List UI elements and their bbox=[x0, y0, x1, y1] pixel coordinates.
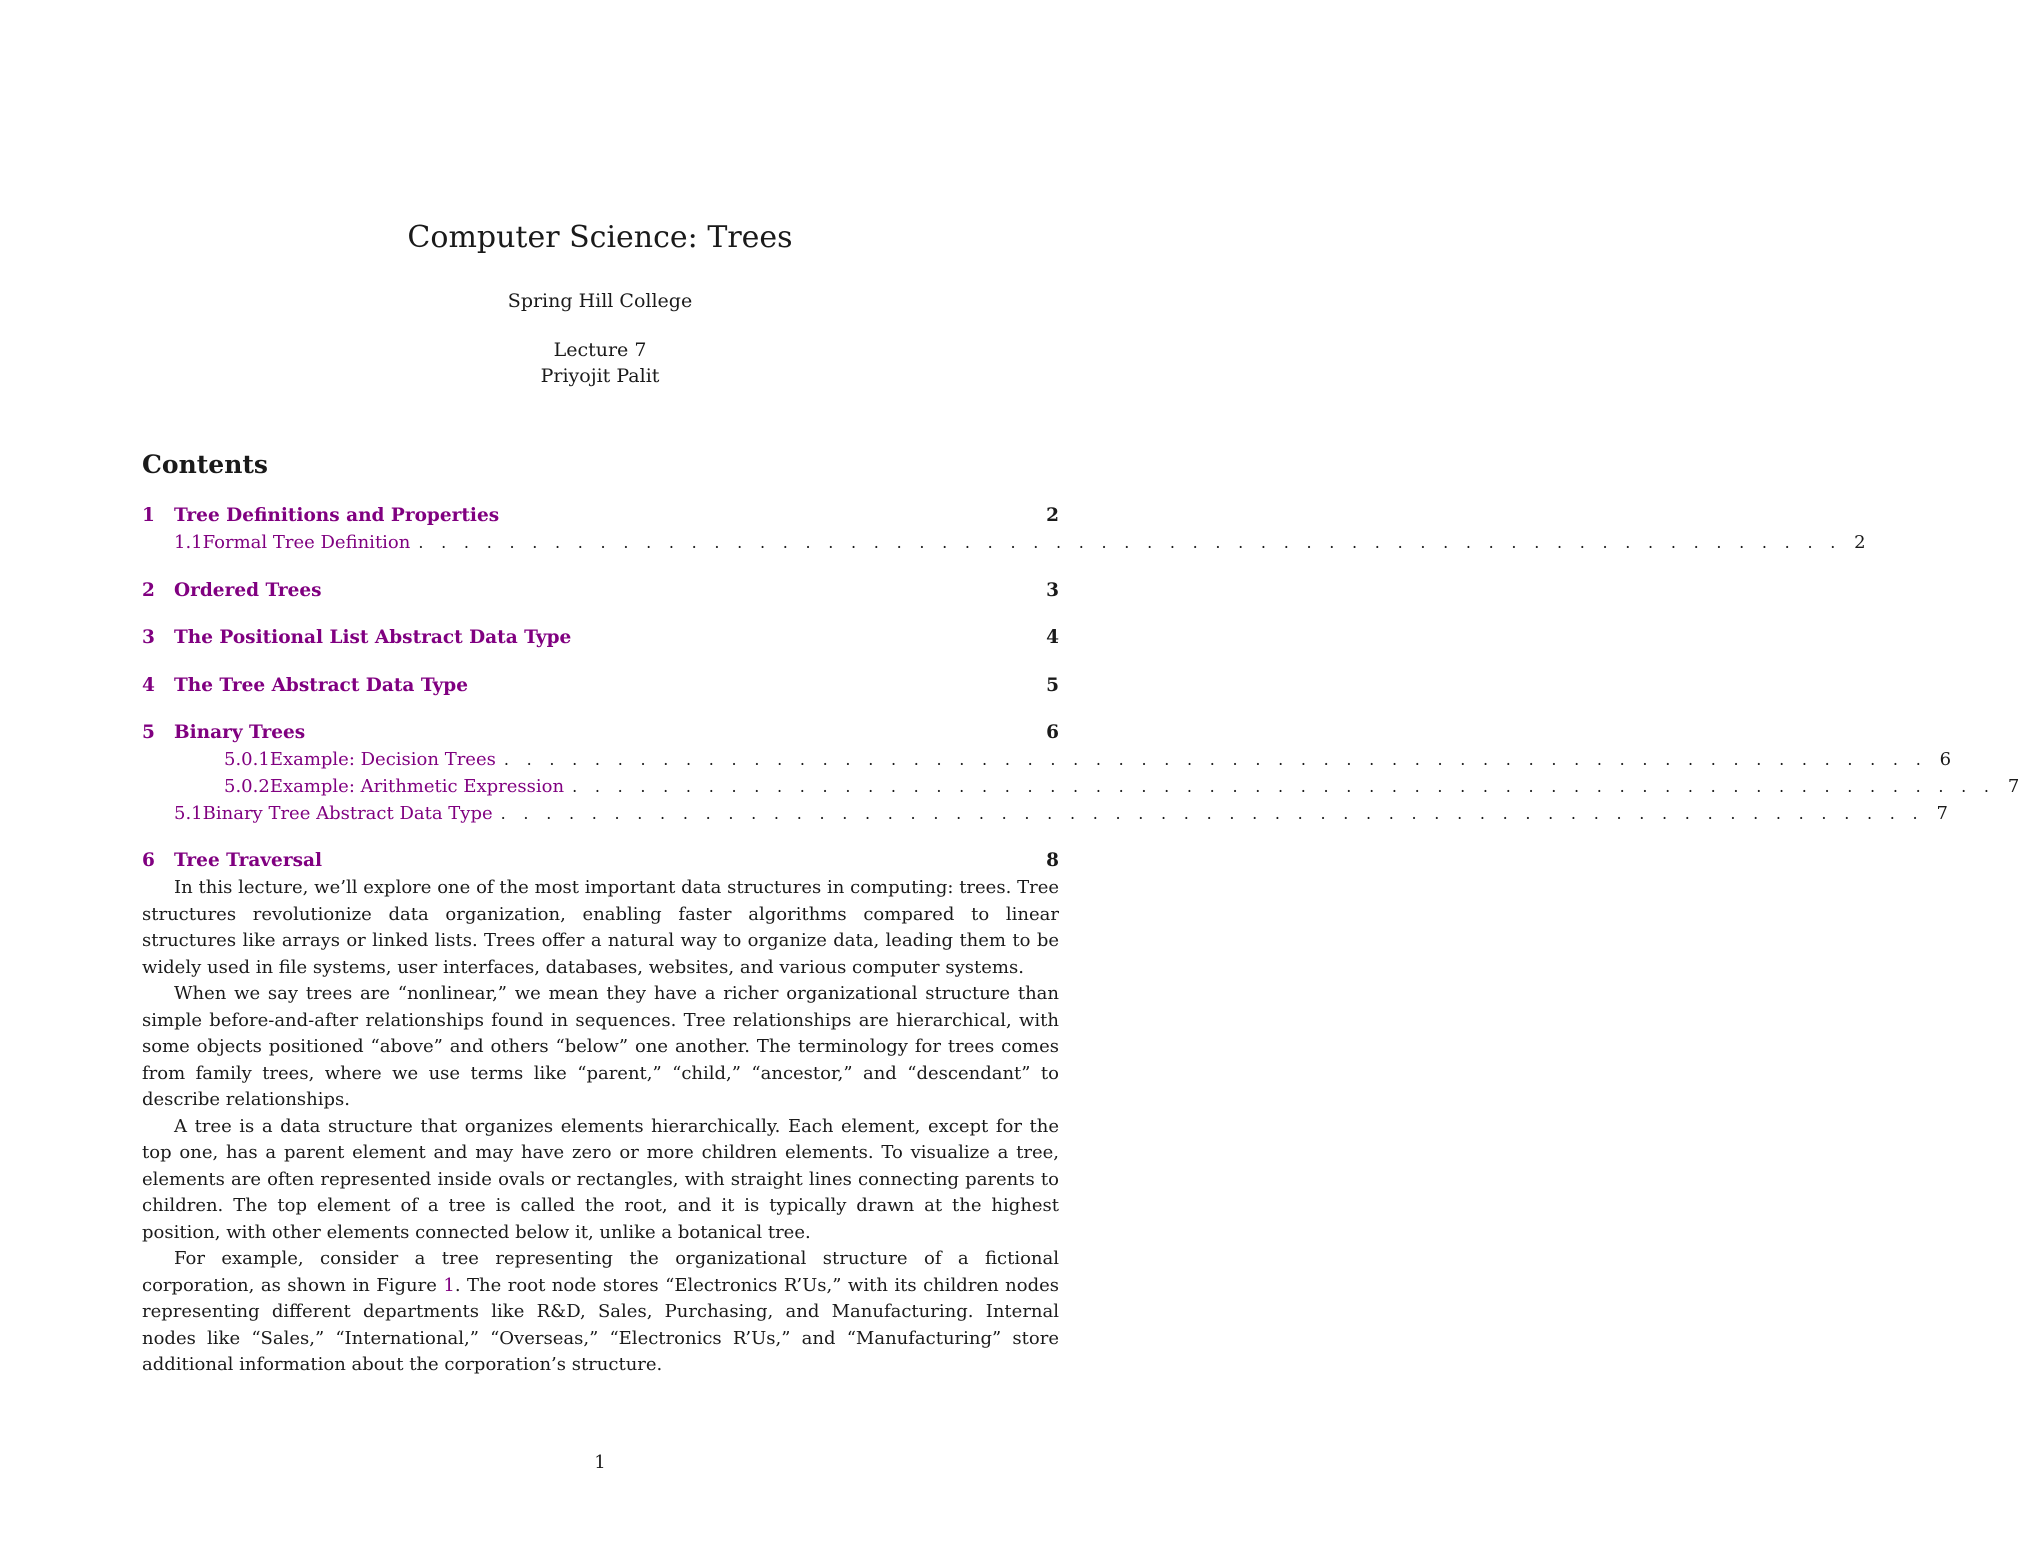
body-text bbox=[142, 875, 1059, 1379]
toc-entry-5-0-2[interactable] bbox=[142, 774, 2019, 800]
toc-entry-5-1[interactable] bbox=[142, 801, 1948, 827]
page-number: 1 bbox=[594, 1452, 606, 1473]
toc-page: 7 bbox=[2007, 776, 2019, 797]
lecture-label: Lecture 7 bbox=[553, 339, 647, 361]
toc-number[interactable]: 1 bbox=[142, 505, 155, 526]
toc-title[interactable]: Tree Definitions and Properties bbox=[174, 505, 500, 526]
toc-page: 2 bbox=[1046, 505, 1059, 526]
toc-number[interactable]: 5.0.2 bbox=[224, 776, 270, 797]
toc-number[interactable]: 4 bbox=[142, 675, 155, 696]
author-name: Priyojit Palit bbox=[540, 365, 660, 387]
toc-title[interactable]: The Tree Abstract Data Type bbox=[174, 675, 469, 696]
toc-leader-dots: . . . . . . . . . . . . . . . . . . . . . . . . . . . . . . . . . . . . . . . . . . . . . . . . . . . . . . . . . . . . . . . bbox=[572, 777, 1996, 796]
toc-page: 7 bbox=[1936, 803, 1948, 824]
toc-title[interactable]: Binary Trees bbox=[174, 722, 306, 743]
toc-leader-dots: . . . . . . . . . . . . . . . . . . . . . . . . . . . . . . . . . . . . . . . . . . . . . . . . . . . . . . . . . . . . . . . bbox=[500, 804, 1924, 823]
toc-entry-3[interactable] bbox=[142, 625, 1059, 651]
toc-title[interactable]: Example: Arithmetic Expression bbox=[269, 776, 565, 797]
toc-title[interactable]: The Positional List Abstract Data Type bbox=[174, 627, 572, 648]
toc-entry-4[interactable] bbox=[142, 673, 1059, 699]
toc-entry-5-0-1[interactable] bbox=[142, 747, 1952, 773]
toc-page: 5 bbox=[1046, 675, 1059, 696]
toc-number[interactable]: 5.0.1 bbox=[224, 749, 270, 770]
toc-number[interactable]: 2 bbox=[142, 580, 155, 601]
toc-page: 4 bbox=[1046, 627, 1059, 648]
paragraph-1: In this lecture, we’ll explore one of the most important data structures in computing: trees. Tree structures revolutionize data organization, enabling faster algorithms compared to linear structures like arrays or linked lists. Trees offer a natural way to organize data, leading them to be widely used in file systems, user interfaces, databases, websites, and various computer systems. bbox=[142, 877, 1059, 978]
toc-leader-dots: . . . . . . . . . . . . . . . . . . . . . . . . . . . . . . . . . . . . . . . . . . . . . . . . . . . . . . . . . . . . . . . bbox=[503, 750, 1928, 769]
toc-entry-5[interactable] bbox=[142, 720, 1059, 746]
paragraph-4 bbox=[142, 1246, 1059, 1379]
toc-page: 8 bbox=[1046, 850, 1059, 871]
paragraph-3: A tree is a data structure that organizes elements hierarchically. Each element, except for the top one, has a parent element and may have zero or more children elements. To visualize a tree, elements are often represented inside ovals or rectangles, with straight lines connecting parents to children. The top element of a tree is called the root, and it is typically drawn at the highest position, with other elements connected below it, unlike a botanical tree. bbox=[142, 1115, 1059, 1243]
toc-number[interactable]: 6 bbox=[142, 850, 155, 871]
institution-name: Spring Hill College bbox=[507, 290, 693, 312]
toc-title[interactable]: Tree Traversal bbox=[174, 850, 322, 871]
contents-heading: Contents bbox=[142, 450, 269, 479]
toc-entry-1-1[interactable] bbox=[142, 530, 1866, 556]
toc-page: 6 bbox=[1046, 722, 1059, 743]
toc-title[interactable]: Ordered Trees bbox=[174, 580, 322, 601]
toc-title[interactable]: Example: Decision Trees bbox=[269, 749, 496, 770]
paragraph-4-end: . The root node stores “Electronics R’Us,” with its children nodes representing different departments like R&D, Sales, Purchasing, and Manufacturing. Internal nodes like “Sales,” “International,” “Overseas,” “Electronics R’Us,” and “Manufacturing” store additional information about the corporation’s structure. bbox=[142, 1274, 1059, 1375]
toc-number[interactable]: 1.1 bbox=[174, 532, 203, 553]
paragraph-4-start: For example, consider a tree representing the organizational structure of a fictional corporation, as shown in Figure bbox=[142, 1248, 1059, 1296]
toc-title[interactable]: Formal Tree Definition bbox=[202, 532, 411, 553]
toc-entry-2[interactable] bbox=[142, 578, 1059, 604]
toc-page: 2 bbox=[1854, 532, 1866, 553]
toc-leader-dots: . . . . . . . . . . . . . . . . . . . . . . . . . . . . . . . . . . . . . . . . . . . . . . . . . . . . . . . . . . . . . . . bbox=[418, 533, 1842, 552]
toc-number[interactable]: 3 bbox=[142, 627, 155, 648]
paragraph-2: When we say trees are “nonlinear,” we mean they have a richer organizational structure than simple before-and-after relationships found in sequences. Tree relationships are hierarchical, with some objects positioned “above” and others “below” one another. The terminology for trees comes from family trees, where we use terms like “parent,” “child,” “ancestor,” and “descendant” to describe relationships. bbox=[142, 983, 1059, 1110]
toc-title[interactable]: Binary Tree Abstract Data Type bbox=[202, 803, 493, 824]
figure-reference-link[interactable]: 1 bbox=[443, 1274, 455, 1296]
toc-entry-6[interactable] bbox=[142, 848, 1059, 874]
toc-number[interactable]: 5 bbox=[142, 722, 155, 743]
document-title: Computer Science: Trees bbox=[407, 220, 793, 255]
toc-entry-1[interactable] bbox=[142, 503, 1059, 529]
toc-number[interactable]: 5.1 bbox=[174, 803, 203, 824]
toc-page: 6 bbox=[1939, 749, 1952, 770]
toc-page: 3 bbox=[1046, 580, 1059, 601]
